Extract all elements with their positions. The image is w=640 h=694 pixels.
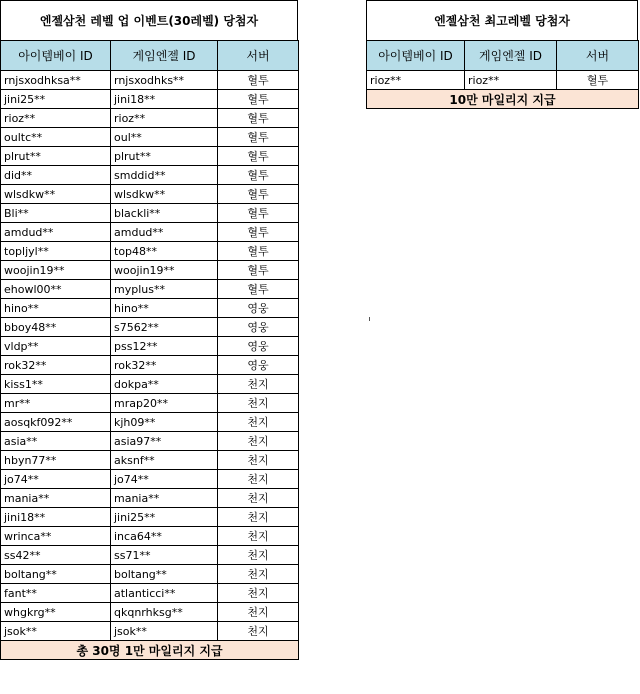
cell-gameangel-id: blackli** <box>111 204 218 223</box>
cell-server: 영웅 <box>218 337 299 356</box>
cell-itembay-id: mania** <box>1 489 111 508</box>
table-row <box>1 527 299 546</box>
cell-gameangel-id: amdud** <box>111 223 218 242</box>
header-server: 서버 <box>557 41 639 71</box>
cell-server: 혈투 <box>218 109 299 128</box>
cell-server: 혈투 <box>218 128 299 147</box>
table-row <box>1 451 299 470</box>
table-row <box>1 432 299 451</box>
cell-server: 천지 <box>218 470 299 489</box>
cell-gameangel-id: asia97** <box>111 432 218 451</box>
cell-gameangel-id: kjh09** <box>111 413 218 432</box>
cell-server: 천지 <box>218 394 299 413</box>
cell-itembay-id: hino** <box>1 299 111 318</box>
cell-itembay-id: vldp** <box>1 337 111 356</box>
table-row <box>1 375 299 394</box>
cell-itembay-id: rnjsxodhksa** <box>1 71 111 90</box>
cell-server: 혈투 <box>557 71 639 90</box>
cell-gameangel-id: rioz** <box>111 109 218 128</box>
table-row <box>1 223 299 242</box>
table-row <box>1 299 299 318</box>
cell-server: 혈투 <box>218 223 299 242</box>
cell-itembay-id: asia** <box>1 432 111 451</box>
cell-gameangel-id: myplus** <box>111 280 218 299</box>
header-itembay-id: 아이템베이 ID <box>1 41 111 71</box>
right-winners-table <box>366 40 639 109</box>
cell-server: 영웅 <box>218 299 299 318</box>
table-row <box>1 546 299 565</box>
cell-itembay-id: ss42** <box>1 546 111 565</box>
stray-mark <box>369 317 370 321</box>
cell-server: 천지 <box>218 527 299 546</box>
cell-itembay-id: hbyn77** <box>1 451 111 470</box>
cell-gameangel-id: dokpa** <box>111 375 218 394</box>
cell-itembay-id: wlsdkw** <box>1 185 111 204</box>
right-table-body <box>367 71 639 90</box>
header-gameangel-id: 게임엔젤 ID <box>111 41 218 71</box>
cell-server: 천지 <box>218 546 299 565</box>
cell-gameangel-id: wlsdkw** <box>111 185 218 204</box>
cell-server: 혈투 <box>218 261 299 280</box>
cell-server: 천지 <box>218 508 299 527</box>
table-row <box>1 394 299 413</box>
table-row <box>1 470 299 489</box>
table-row <box>1 622 299 641</box>
cell-server: 혈투 <box>218 71 299 90</box>
table-row <box>1 90 299 109</box>
cell-itembay-id: Bli** <box>1 204 111 223</box>
cell-gameangel-id: mania** <box>111 489 218 508</box>
table-row <box>1 565 299 584</box>
cell-gameangel-id: inca64** <box>111 527 218 546</box>
cell-gameangel-id: qkqnrhksg** <box>111 603 218 622</box>
cell-gameangel-id: woojin19** <box>111 261 218 280</box>
cell-gameangel-id: ss71** <box>111 546 218 565</box>
cell-gameangel-id: rok32** <box>111 356 218 375</box>
cell-gameangel-id: pss12** <box>111 337 218 356</box>
cell-gameangel-id: smddid** <box>111 166 218 185</box>
cell-itembay-id: kiss1** <box>1 375 111 394</box>
cell-server: 혈투 <box>218 90 299 109</box>
left-table-body <box>1 71 299 641</box>
cell-itembay-id: rok32** <box>1 356 111 375</box>
cell-server: 천지 <box>218 375 299 394</box>
cell-itembay-id: ehowl00** <box>1 280 111 299</box>
cell-gameangel-id: top48** <box>111 242 218 261</box>
header-server: 서버 <box>218 41 299 71</box>
cell-server: 천지 <box>218 565 299 584</box>
cell-itembay-id: woojin19** <box>1 261 111 280</box>
cell-gameangel-id: jsok** <box>111 622 218 641</box>
cell-itembay-id: whgkrg** <box>1 603 111 622</box>
table-row <box>1 318 299 337</box>
cell-server: 천지 <box>218 603 299 622</box>
table-row <box>1 128 299 147</box>
table-row <box>1 147 299 166</box>
right-header-row <box>367 41 639 71</box>
cell-server: 혈투 <box>218 204 299 223</box>
cell-itembay-id: boltang** <box>1 565 111 584</box>
cell-itembay-id: wrinca** <box>1 527 111 546</box>
table-row <box>1 166 299 185</box>
table-row <box>1 356 299 375</box>
cell-itembay-id: amdud** <box>1 223 111 242</box>
table-row <box>1 261 299 280</box>
right-title: 엔젤삼천 최고레벨 당첨자 <box>434 14 570 28</box>
cell-itembay-id: bboy48** <box>1 318 111 337</box>
cell-gameangel-id: s7562** <box>111 318 218 337</box>
right-footer-text: 10만 마일리지 지급 <box>367 90 639 109</box>
table-row <box>1 185 299 204</box>
cell-server: 천지 <box>218 489 299 508</box>
cell-gameangel-id: rnjsxodhks** <box>111 71 218 90</box>
cell-server: 천지 <box>218 413 299 432</box>
cell-gameangel-id: jo74** <box>111 470 218 489</box>
cell-gameangel-id: plrut** <box>111 147 218 166</box>
cell-itembay-id: aosqkf092** <box>1 413 111 432</box>
cell-server: 천지 <box>218 622 299 641</box>
cell-itembay-id: did** <box>1 166 111 185</box>
cell-server: 혈투 <box>218 185 299 204</box>
cell-server: 영웅 <box>218 318 299 337</box>
cell-gameangel-id: oul** <box>111 128 218 147</box>
cell-server: 천지 <box>218 432 299 451</box>
table-row <box>1 489 299 508</box>
cell-itembay-id: oultc** <box>1 128 111 147</box>
cell-gameangel-id: mrap20** <box>111 394 218 413</box>
cell-itembay-id: rioz** <box>367 71 465 90</box>
table-row <box>1 337 299 356</box>
cell-itembay-id: jini25** <box>1 90 111 109</box>
cell-server: 혈투 <box>218 280 299 299</box>
cell-itembay-id: jsok** <box>1 622 111 641</box>
cell-itembay-id: fant** <box>1 584 111 603</box>
table-row <box>1 584 299 603</box>
cell-itembay-id: jini18** <box>1 508 111 527</box>
cell-itembay-id: topljyl** <box>1 242 111 261</box>
left-winners-table <box>0 40 299 660</box>
cell-gameangel-id: jini18** <box>111 90 218 109</box>
table-row <box>1 603 299 622</box>
right-footer-row <box>367 90 639 109</box>
cell-itembay-id: rioz** <box>1 109 111 128</box>
cell-gameangel-id: jini25** <box>111 508 218 527</box>
table-row <box>1 109 299 128</box>
cell-gameangel-id: hino** <box>111 299 218 318</box>
left-footer-row <box>1 641 299 660</box>
cell-gameangel-id: aksnf** <box>111 451 218 470</box>
table-row <box>1 413 299 432</box>
cell-server: 혈투 <box>218 242 299 261</box>
left-footer-text: 총 30명 1만 마일리지 지급 <box>1 641 299 660</box>
table-row <box>1 204 299 223</box>
cell-itembay-id: jo74** <box>1 470 111 489</box>
table-row <box>1 508 299 527</box>
table-row <box>367 71 639 90</box>
cell-itembay-id: plrut** <box>1 147 111 166</box>
cell-server: 혈투 <box>218 147 299 166</box>
cell-itembay-id: mr** <box>1 394 111 413</box>
table-row <box>1 71 299 90</box>
cell-server: 천지 <box>218 451 299 470</box>
left-title: 엔젤삼천 레벨 업 이벤트(30레벨) 당첨자 <box>39 14 259 28</box>
cell-gameangel-id: rioz** <box>465 71 557 90</box>
cell-server: 혈투 <box>218 166 299 185</box>
cell-server: 천지 <box>218 584 299 603</box>
cell-gameangel-id: boltang** <box>111 565 218 584</box>
table-row <box>1 280 299 299</box>
cell-gameangel-id: atlanticci** <box>111 584 218 603</box>
header-itembay-id: 아이템베이 ID <box>367 41 465 71</box>
cell-server: 영웅 <box>218 356 299 375</box>
table-row <box>1 242 299 261</box>
header-gameangel-id: 게임엔젤 ID <box>465 41 557 71</box>
left-header-row <box>1 41 299 71</box>
